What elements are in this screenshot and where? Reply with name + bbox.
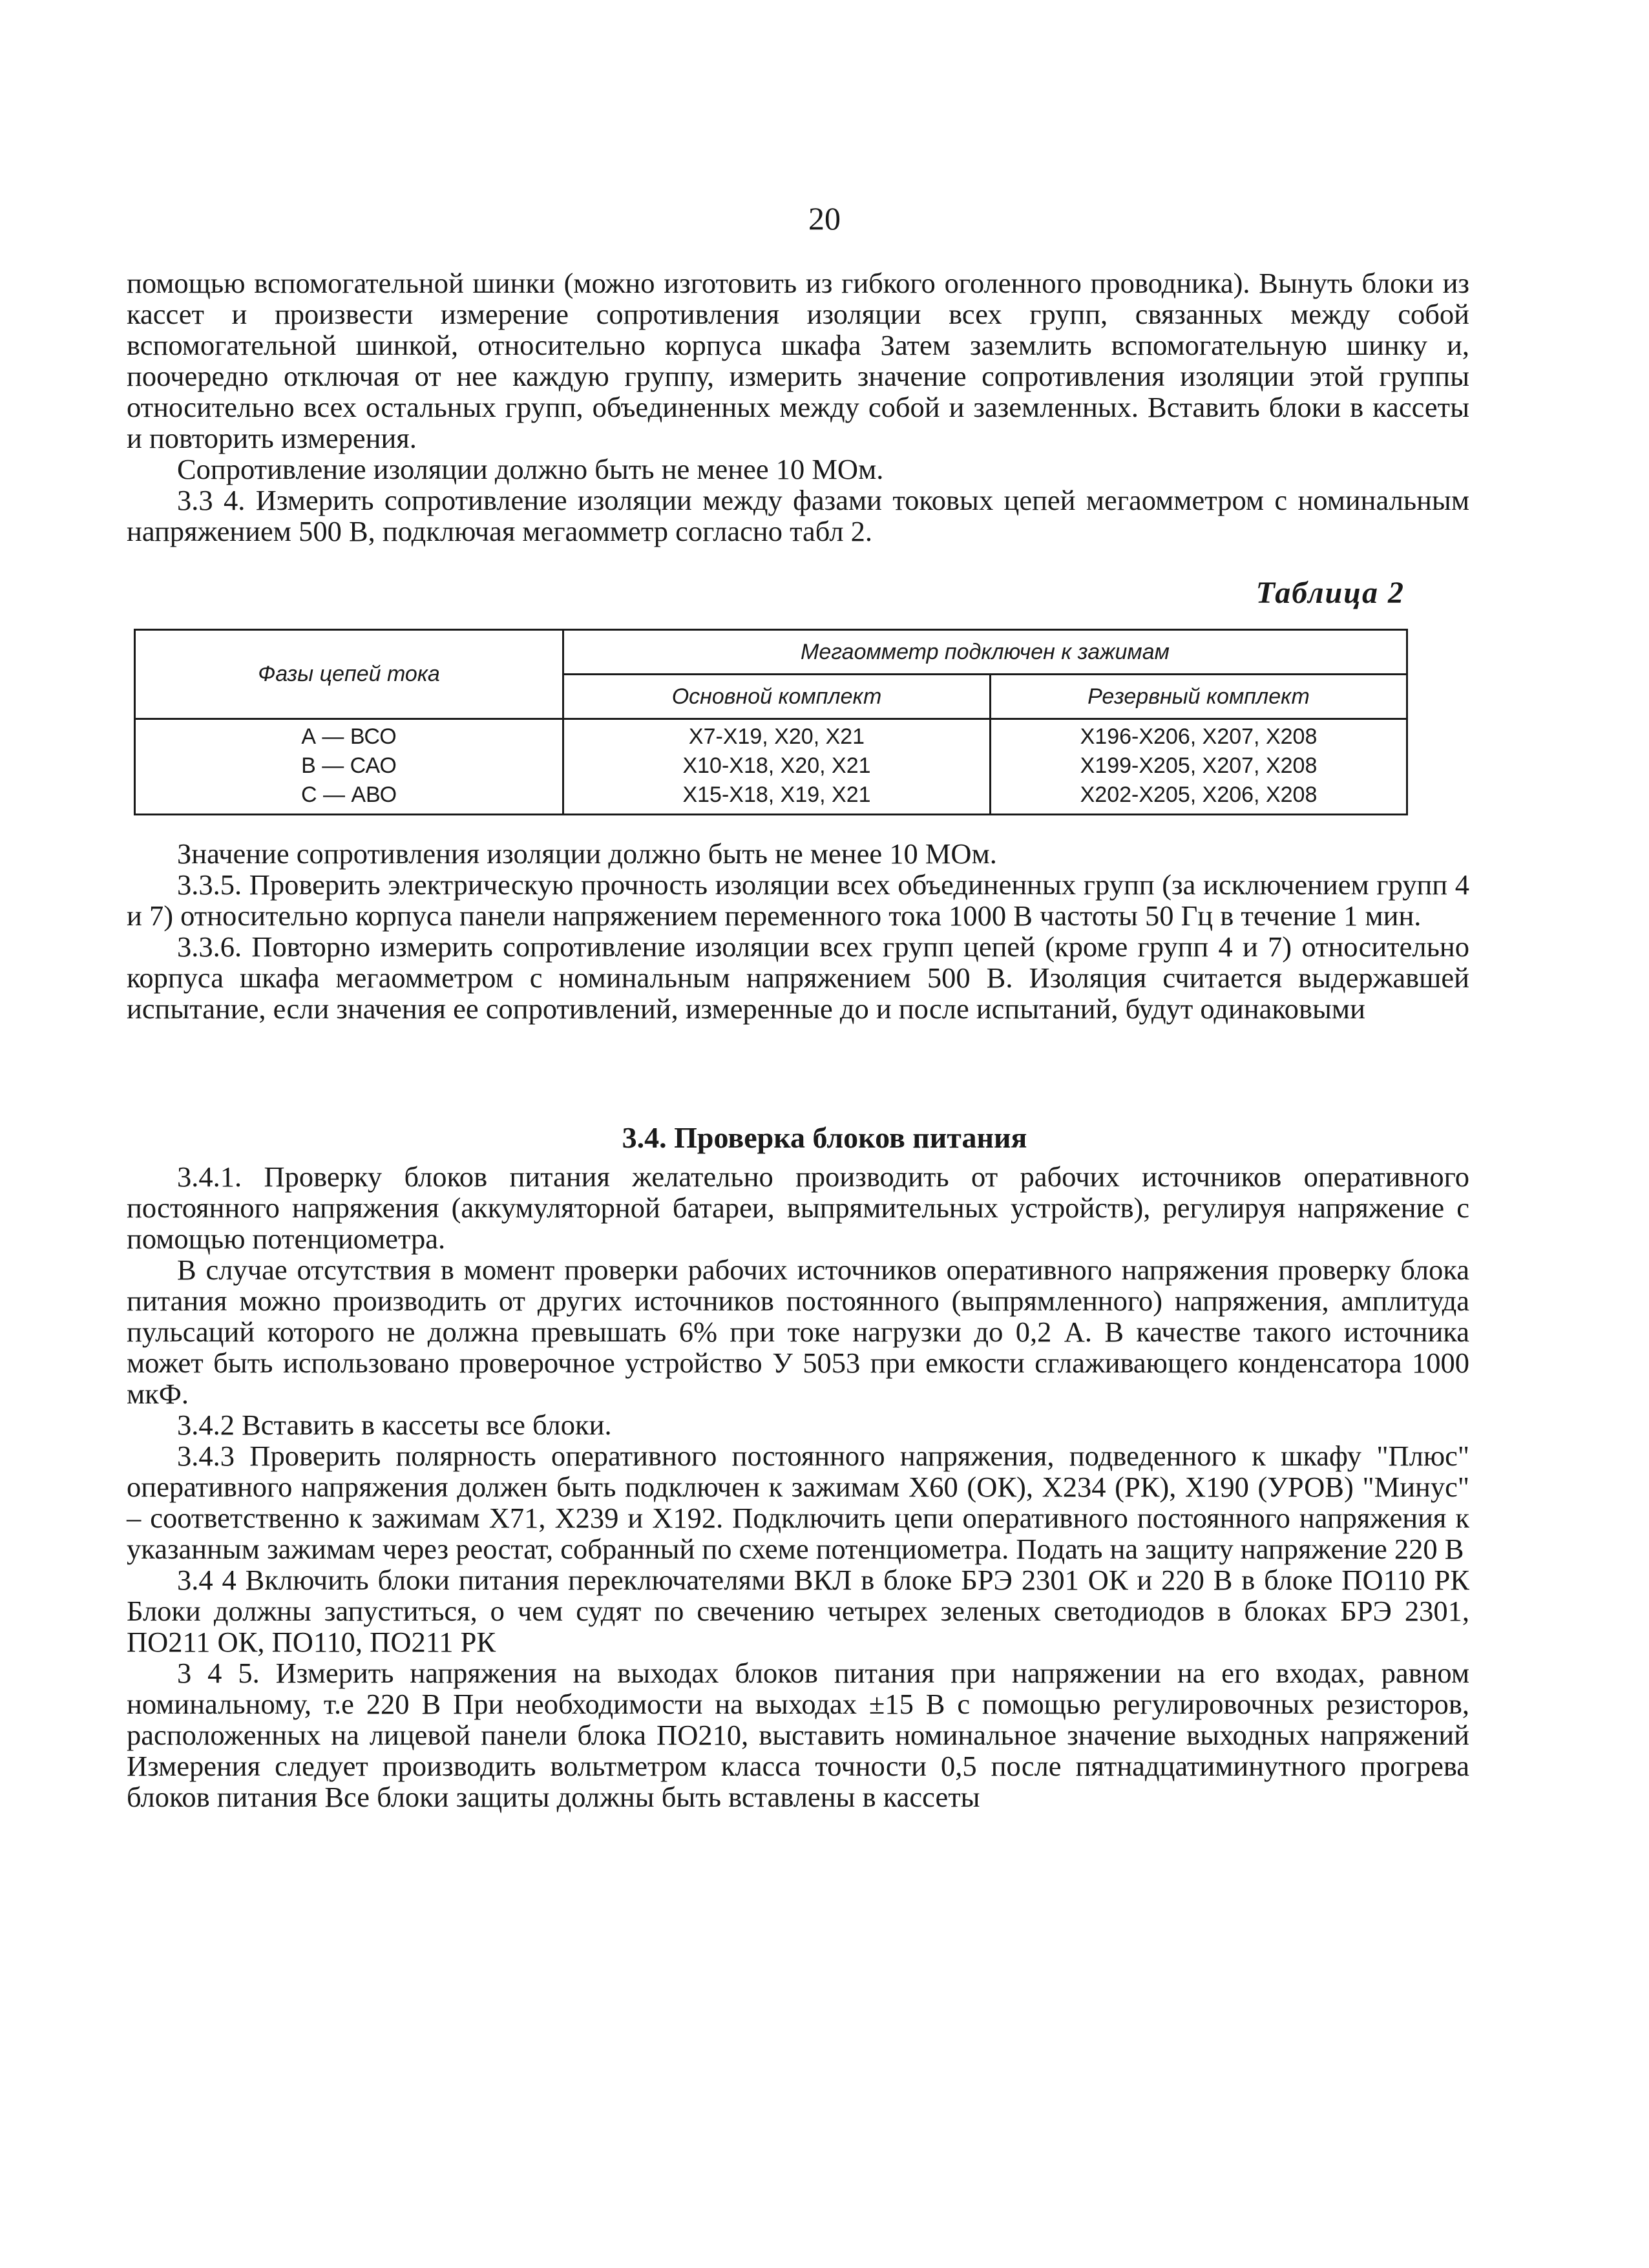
table-cell: Х7-Х19, Х20, Х21 — [688, 724, 865, 749]
text-block-insulation — [127, 268, 1469, 547]
header-reserve-set: Резервный комплект — [991, 675, 1407, 719]
table-cell: Х10-Х18, Х20, Х21 — [682, 753, 871, 778]
text-block-power-supply — [127, 1161, 1469, 1812]
paragraph: 3.4.2 Вставить в кассеты все блоки. — [177, 1409, 612, 1441]
table-cell: С — АВО — [300, 782, 397, 807]
table-header-row — [135, 630, 1407, 675]
reserve-set-cell — [991, 719, 1407, 815]
header-connected: Мегаомметр подключен к зажимам — [563, 630, 1407, 675]
paragraph: 3 4 5. Измерить напряжения на выходах блоков питания при напряжении на его входах, равном номинальному, т.е 220 В При необходимости на выходах ±15 В с помощью регулировочных резисторов, расположенных на лицевой панели блока ПО210, выставить номинальное значение выходных напряжений Измерения следует производить вольтметром класса точности 0,5 после пятнадцатиминутного прогрева блоков питания Все блоки защиты должны быть вставлены в кассеты — [127, 1657, 1469, 1813]
paragraph: 3.3 4. Измерить сопротивление изоляции между фазами токовых цепей мегаомметром с номинальным напряжением 500 В, подключая мегаомметр согласно табл 2. — [127, 484, 1469, 547]
main-set-cell — [563, 719, 991, 815]
paragraph: Сопротивление изоляции должно быть не менее 10 МОм. — [177, 453, 884, 485]
table-cell: А — ВСО — [301, 724, 397, 749]
header-main-set: Основной комплект — [563, 675, 991, 719]
phase-cell — [135, 719, 563, 815]
section-heading: 3.4. Проверка блоков питания — [622, 1121, 1027, 1154]
paragraph: 3.4 4 Включить блоки питания переключателями ВКЛ в блоке БРЭ 2301 ОК и 220 В в блоке ПО110 РК Блоки должны запуститься, о чем судят по свечению четырех зеленых светодиодов в блоках БРЭ 2301, ПО211 ОК, ПО110, ПО211 РК — [127, 1564, 1469, 1658]
table-cell: Х202-Х205, Х206, Х208 — [1080, 782, 1318, 807]
paragraph: Значение сопротивления изоляции должно быть не менее 10 МОм. — [177, 837, 997, 870]
table-caption: Таблица 2 — [1255, 576, 1405, 610]
page-number: 20 — [808, 200, 841, 236]
paragraph: 3.4.1. Проверку блоков питания желательно производить от рабочих источников оперативного постоянного напряжения (аккумуляторной батареи, выпрямительных устройств), регулируя напряжение с помощью потенциометра. — [127, 1160, 1469, 1255]
header-phases: Фазы цепей тока — [135, 630, 563, 719]
paragraph: помощью вспомогательной шинки (можно изготовить из гибкого оголенного проводника). Вынуть блоки из кассет и произвести измерение сопротивления изоляции всех групп, связанных между собой вспомогательной шинкой, относительно корпуса шкафа Затем заземлить вспомогательную шинку и, поочередно отключая от нее каждую группу, измерить значение сопротивления изоляции этой группы относительно всех остальных групп, объединенных между собой и заземленных. Вставить блоки в кассеты и повторить измерения. — [127, 267, 1469, 454]
table-cell: В — САО — [301, 753, 397, 778]
paragraph: В случае отсутствия в момент проверки рабочих источников оперативного напряжения проверку блока питания можно производить от других источников постоянного (выпрямленного) напряжения, амплитуда пульсаций которого не должна превышать 6% при токе нагрузки до 0,2 А. В качестве такого источника может быть использовано проверочное устройство У 5053 при емкости сглаживающего конденсатора 1000 мкФ. — [127, 1254, 1469, 1410]
table-cell: Х196-Х206, Х207, Х208 — [1080, 724, 1318, 749]
paragraph: 3.4.3 Проверить полярность оперативного постоянного напряжения, подведенного к шкафу "Плюс" оперативного напряжения должен быть подключен к зажимам Х60 (ОК), Х234 (РК), Х190 (УРОВ) "Минус" – соответственно к зажимам Х71, Х239 и Х192. Подключить цепи оперативного постоянного напряжения к указанным зажимам через реостат, собранный по схеме потенциометра. Подать на защиту напряжение 220 В — [127, 1440, 1469, 1565]
table-body-row — [135, 719, 1407, 815]
paragraph: 3.3.5. Проверить электрическую прочность изоляции всех объединенных групп (за исключением групп 4 и 7) относительно корпуса панели напряжением переменного тока 1000 В частоты 50 Гц в течение 1 мин. — [127, 868, 1469, 932]
paragraph: 3.3.6. Повторно измерить сопротивление изоляции всех групп цепей (кроме групп 4 и 7) относительно корпуса шкафа мегаомметром с номинальным напряжением 500 В. Изоляция считается выдержавшей испытание, если значения ее сопротивлений, измеренные до и после испытаний, будут одинаковыми — [127, 930, 1469, 1025]
table-cell: Х199-Х205, Х207, Х208 — [1080, 753, 1318, 778]
table-megohmmeter-connections — [134, 629, 1408, 815]
text-block-strength-test — [127, 838, 1469, 1024]
table-cell: Х15-Х18, Х19, Х21 — [682, 782, 871, 807]
